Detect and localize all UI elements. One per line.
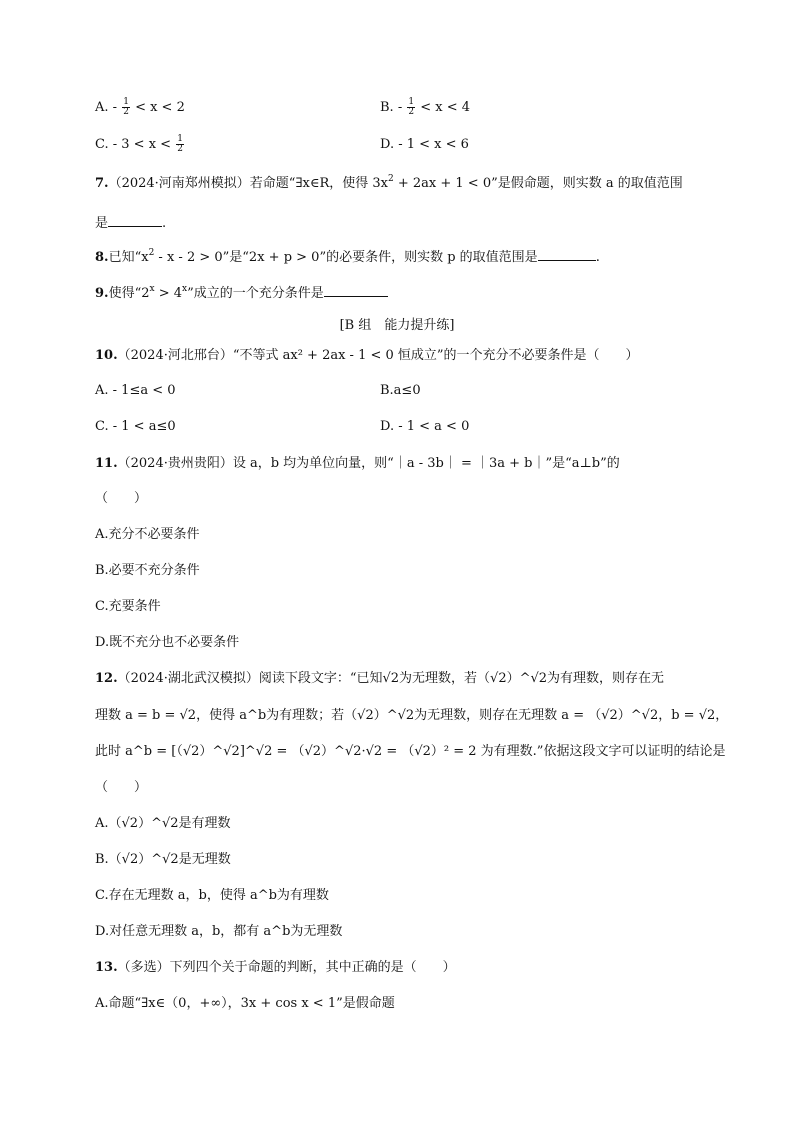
q7-text-3: 是 — [95, 216, 109, 231]
q10-option-c: C. - 1 < a≤0 — [95, 419, 176, 434]
q6-option-c — [95, 135, 185, 155]
q7-text-4: . — [162, 216, 167, 231]
q8-number: 8. — [95, 250, 109, 265]
q7-exponent: 2 — [387, 174, 394, 184]
q12-line-2: 理数 a = b = √2，使得 a^b为有理数；若（√2）^√2为无理数，则存在无理数 a = （√2）^√2，b = √2， — [95, 708, 729, 723]
q6-b-prefix: B. - — [380, 100, 403, 115]
q7-number: 7. — [95, 176, 109, 191]
q9-text-3: ”成立的一个充分条件是 — [187, 286, 324, 301]
q9-exponent-2: x — [182, 284, 188, 294]
q6-c-fraction: $\frac{1}{2}$ — [177, 134, 183, 154]
question-10 — [95, 346, 639, 366]
question-7-cont — [95, 212, 166, 234]
q11-option-d: D.既不充分也不必要条件 — [95, 635, 240, 650]
q8-text-1: 已知“x — [108, 250, 149, 265]
q6-c-prefix: C. - 3 < x < — [95, 137, 172, 152]
q12-option-a: A.（√2）^√2是有理数 — [95, 816, 231, 831]
q6-option-a — [95, 98, 185, 118]
q9-answer-blank — [324, 282, 388, 297]
q8-exponent: 2 — [148, 248, 155, 258]
q10-number: 10. — [95, 348, 118, 363]
q10-text: （2024·河北邢台）“不等式 ax² + 2ax - 1 < 0 恒成立”的一个充分不必要条件是（ ） — [117, 348, 639, 363]
q11-option-a: A.充分不必要条件 — [95, 527, 200, 542]
q10-option-a: A. - 1≤a < 0 — [95, 383, 176, 398]
q12-line-3: 此时 a^b = [（√2）^√2]^√2 = （√2）^√2·√2 = （√2）² = 2 为有理数.”依据这段文字可以证明的结论是 — [95, 744, 726, 759]
q12-number: 12. — [95, 671, 118, 686]
q11-answer-paren: （ ） — [95, 491, 148, 506]
question-11 — [95, 454, 620, 474]
q12-line-1: （2024·湖北武汉模拟）阅读下段文字：“已知√2为无理数，若（√2）^√2为有理数，则存在无 — [117, 671, 665, 686]
q6-b-tail: < x < 4 — [420, 100, 471, 115]
q12-option-c: C.存在无理数 a，b，使得 a^b为有理数 — [95, 888, 329, 903]
q8-answer-blank — [538, 246, 596, 261]
q11-option-b: B.必要不充分条件 — [95, 563, 200, 578]
q6-option-b — [380, 98, 470, 118]
q6-a-fraction: $\frac{1}{2}$ — [123, 97, 129, 117]
q7-answer-blank — [108, 212, 162, 227]
q7-text-1: （2024·河南郑州模拟）若命题“∃x∈R，使得 3x — [108, 176, 388, 191]
question-9 — [95, 282, 388, 304]
q6-b-fraction: $\frac{1}{2}$ — [408, 97, 415, 117]
section-heading: [B 组 能力提升练] — [339, 318, 455, 333]
q12-option-b: B.（√2）^√2是无理数 — [95, 852, 231, 867]
q9-text-2: > 4 — [154, 286, 183, 301]
q9-text-1: 使得“2 — [108, 286, 150, 301]
question-8 — [95, 246, 600, 268]
q8-text-3: . — [595, 250, 600, 265]
q6-option-d: D. - 1 < x < 6 — [380, 137, 469, 152]
q11-option-c: C.充要条件 — [95, 599, 161, 614]
question-7 — [95, 174, 683, 194]
q12-option-d: D.对任意无理数 a，b，都有 a^b为无理数 — [95, 924, 343, 939]
q9-number: 9. — [95, 286, 109, 301]
q9-exponent-1: x — [149, 284, 155, 294]
q13-option-a: A.命题“∃x∈（0，+∞），3x + cos x < 1”是假命题 — [95, 996, 395, 1011]
q10-option-d: D. - 1 < a < 0 — [380, 419, 470, 434]
q12-answer-paren: （ ） — [95, 780, 148, 795]
q11-number: 11. — [95, 456, 118, 471]
q7-text-2: + 2ax + 1 < 0”是假命题，则实数 a 的取值范围 — [393, 176, 683, 191]
q13-text: （多选）下列四个关于命题的判断，其中正确的是（ ） — [117, 960, 456, 975]
q10-option-b: B.a≤0 — [380, 383, 421, 398]
q11-text: （2024·贵州贵阳）设 a，b 均为单位向量，则“｜a - 3b｜ = ｜3a + b｜”是“a⊥b”的 — [117, 456, 620, 471]
q8-text-2: - x - 2 > 0”是“2x + p > 0”的必要条件，则实数 p 的取值范围是 — [154, 250, 538, 265]
question-13 — [95, 958, 456, 978]
q13-number: 13. — [95, 960, 118, 975]
q6-a-tail: < x < 2 — [135, 100, 185, 115]
q6-a-prefix: A. - — [95, 100, 118, 115]
question-12 — [95, 669, 664, 689]
